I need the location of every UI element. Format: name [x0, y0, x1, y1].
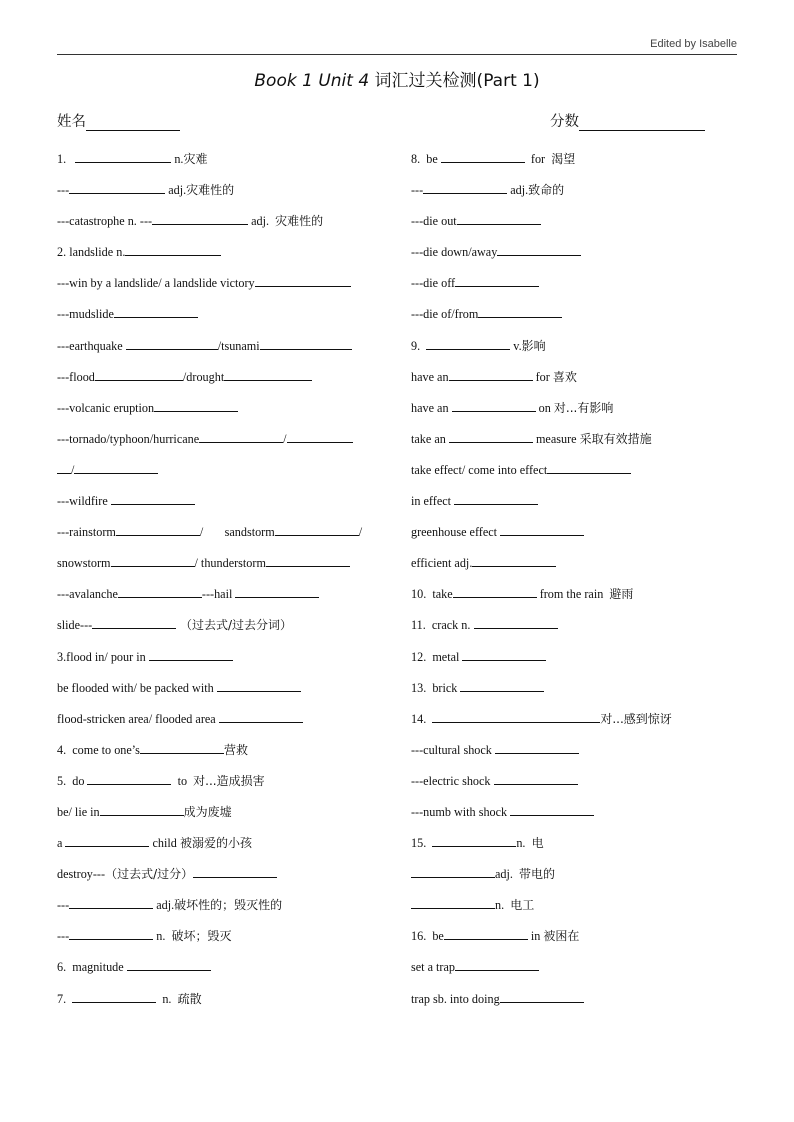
- vocab-line: [57, 984, 392, 1015]
- chinese-meaning: 带电的: [519, 867, 556, 882]
- answer-blank[interactable]: [116, 522, 200, 536]
- answer-blank[interactable]: [57, 460, 71, 474]
- vocab-line: [411, 517, 741, 548]
- title-book: Book 1 Unit 4: [254, 71, 370, 91]
- vocab-text: take an: [411, 431, 449, 446]
- chinese-meaning: 疏散: [177, 991, 202, 1006]
- vocab-text: for: [532, 369, 553, 384]
- vocab-line: [411, 299, 741, 330]
- chinese-meaning: 破坏性的；毁灭性的: [174, 898, 283, 913]
- vocab-line: [57, 486, 392, 517]
- vocab-line: [411, 362, 741, 393]
- vocab-text: n.: [495, 898, 511, 913]
- vocab-text: 11. crack n.: [411, 618, 474, 633]
- name-field[interactable]: [57, 110, 180, 131]
- chinese-meaning: 对...造成损害: [193, 773, 265, 788]
- vocab-line: [57, 331, 392, 362]
- chinese-meaning: （过去式/过去分词）: [176, 618, 293, 633]
- vocab-text: have an: [411, 369, 449, 384]
- chinese-meaning: 营救: [223, 742, 248, 757]
- vocab-line: [57, 890, 392, 921]
- vocab-text: ---hail: [201, 587, 236, 602]
- answer-blank[interactable]: [497, 242, 581, 256]
- vocab-text: slide---: [57, 618, 93, 633]
- vocab-text: child: [149, 836, 180, 851]
- answer-blank[interactable]: [140, 740, 224, 754]
- vocab-text: ---rainstorm: [57, 525, 116, 540]
- vocab-text: 8. be: [411, 152, 441, 166]
- answer-blank[interactable]: [411, 864, 495, 878]
- vocab-line: [411, 735, 741, 766]
- answer-blank[interactable]: [266, 553, 350, 567]
- vocab-line: [411, 579, 741, 610]
- chinese-meaning: 电工: [510, 898, 535, 913]
- answer-blank[interactable]: [441, 149, 525, 163]
- left-column: [57, 144, 392, 1015]
- vocab-line: [57, 921, 392, 952]
- answer-blank[interactable]: [126, 336, 218, 350]
- vocab-line: [411, 642, 741, 673]
- vocab-text: ---: [57, 898, 70, 913]
- vocab-text: ---: [57, 929, 70, 944]
- answer-blank[interactable]: [95, 367, 183, 381]
- chinese-meaning: 被溺爱的小孩: [179, 836, 252, 851]
- answer-blank[interactable]: [494, 771, 578, 785]
- answer-blank[interactable]: [460, 678, 544, 692]
- name-blank[interactable]: [86, 116, 180, 131]
- vocab-line: [57, 735, 392, 766]
- vocab-line: [411, 890, 741, 921]
- vocab-line: [411, 828, 741, 859]
- vocab-line: [411, 548, 741, 579]
- vocab-line: [57, 797, 392, 828]
- chinese-meaning: 成为废墟: [183, 804, 232, 819]
- vocab-text: ---cultural shock: [411, 742, 495, 757]
- vocab-line: [411, 175, 741, 206]
- vocab-text: n.: [171, 152, 184, 166]
- vocab-text: 13. brick: [411, 680, 461, 695]
- answer-blank[interactable]: [193, 864, 277, 878]
- chinese-meaning: （过去式/过分）: [105, 867, 194, 882]
- vocab-text: 12. metal: [411, 649, 463, 664]
- vocab-text: in: [527, 929, 544, 944]
- vocab-line: [411, 797, 741, 828]
- vocab-text: measure: [532, 431, 580, 446]
- vocab-text: ---electric shock: [411, 773, 494, 788]
- vocab-line: [57, 828, 392, 859]
- vocab-line: [411, 984, 741, 1015]
- vocab-text: 15.: [411, 836, 433, 851]
- vocab-text: be flooded with/ be packed with: [57, 680, 217, 695]
- answer-blank[interactable]: [455, 957, 539, 971]
- chinese-meaning: 采取有效措施: [579, 431, 652, 446]
- vocab-text: to: [171, 773, 194, 788]
- answer-blank[interactable]: [152, 211, 248, 225]
- vocab-text: 7.: [57, 991, 73, 1006]
- vocab-text: from the rain: [536, 587, 610, 602]
- header-divider: [57, 54, 737, 55]
- answer-blank[interactable]: [260, 336, 352, 350]
- vocab-text: ---catastrophe n. ---: [57, 214, 153, 229]
- vocab-text: set a trap: [411, 960, 455, 975]
- vocab-line: [411, 486, 741, 517]
- answer-blank[interactable]: [75, 149, 171, 163]
- vocab-text: /drought: [182, 369, 225, 384]
- answer-blank[interactable]: [449, 367, 533, 381]
- answer-blank[interactable]: [478, 304, 562, 318]
- vocab-text: ---volcanic eruption: [57, 400, 155, 415]
- answer-blank[interactable]: [444, 926, 528, 940]
- answer-blank[interactable]: [426, 336, 510, 350]
- vocab-text: adj.: [165, 183, 187, 198]
- answer-blank[interactable]: [127, 957, 211, 971]
- answer-blank[interactable]: [87, 771, 171, 785]
- vocab-text: 3.flood in/ pour in: [57, 649, 149, 664]
- chinese-meaning: 对...感到惊讶: [600, 711, 672, 726]
- answer-blank[interactable]: [457, 211, 541, 225]
- vocab-text: ---flood: [57, 369, 95, 384]
- vocab-line: [411, 206, 741, 237]
- answer-blank[interactable]: [100, 802, 184, 816]
- vocab-text: ---die of/from: [411, 307, 479, 322]
- vocab-line: [57, 579, 392, 610]
- vocab-line: [57, 175, 392, 206]
- chinese-meaning: 灾难: [183, 152, 208, 166]
- chinese-meaning: 灾难性的: [186, 183, 235, 198]
- answer-blank[interactable]: [472, 553, 556, 567]
- chinese-meaning: 电: [531, 836, 544, 851]
- chinese-meaning: 渴望: [551, 152, 576, 166]
- vocab-line: [57, 455, 392, 486]
- vocab-text: trap sb. into doing: [411, 991, 500, 1006]
- answer-blank[interactable]: [454, 491, 538, 505]
- vocab-line: [57, 424, 392, 455]
- vocab-text: / thunderstorm: [194, 556, 266, 571]
- answer-blank[interactable]: [452, 398, 536, 412]
- vocab-line: [411, 268, 741, 299]
- vocab-text: be/ lie in: [57, 804, 100, 819]
- vocab-text: ---die off: [411, 276, 456, 291]
- vocab-text: ---die down/away: [411, 245, 498, 260]
- chinese-meaning: 避雨: [609, 587, 634, 602]
- vocab-text: a: [57, 836, 66, 851]
- vocab-text: /tsunami: [217, 338, 260, 353]
- vocab-line: [57, 393, 392, 424]
- vocab-text: /: [283, 431, 287, 446]
- answer-blank[interactable]: [500, 522, 584, 536]
- vocab-line: [411, 455, 741, 486]
- vocab-line: [411, 424, 741, 455]
- vocab-line: [57, 237, 392, 268]
- vocab-line: [411, 952, 741, 983]
- page-title: [0, 66, 794, 91]
- vocab-text: n.: [156, 991, 178, 1006]
- vocab-text: 2. landslide n.: [57, 245, 126, 260]
- name-label: 姓名: [57, 114, 86, 130]
- answer-blank[interactable]: [462, 647, 546, 661]
- answer-blank[interactable]: [92, 615, 176, 629]
- vocab-line: [411, 673, 741, 704]
- header-editor-text: Edited by Isabelle: [650, 38, 737, 50]
- vocab-text: n.: [153, 929, 172, 944]
- chinese-meaning: 喜欢: [552, 369, 577, 384]
- vocab-text: ---wildfire: [57, 494, 111, 509]
- vocab-line: [411, 859, 741, 890]
- answer-blank[interactable]: [411, 895, 495, 909]
- vocab-text: 6. magnitude: [57, 960, 127, 975]
- chinese-meaning: 灾难性的: [275, 214, 324, 229]
- answer-blank[interactable]: [224, 367, 312, 381]
- vocab-text: on: [535, 400, 554, 415]
- answer-blank[interactable]: [287, 429, 353, 443]
- vocab-text: have an: [411, 400, 452, 415]
- answer-blank[interactable]: [453, 584, 537, 598]
- answer-blank[interactable]: [219, 709, 303, 723]
- chinese-meaning: 破坏；毁灭: [171, 929, 232, 944]
- vocab-text: in effect: [411, 494, 455, 509]
- answer-blank[interactable]: [275, 522, 359, 536]
- vocab-text: greenhouse effect: [411, 525, 501, 540]
- vocab-text: flood-stricken area/ flooded area: [57, 711, 219, 726]
- vocab-text: ---win by a landslide/ a landslide victory: [57, 276, 255, 291]
- vocab-line: [57, 642, 392, 673]
- answer-blank[interactable]: [500, 989, 584, 1003]
- vocab-text: efficient adj.: [411, 556, 473, 571]
- vocab-text: adj.: [248, 214, 276, 229]
- vocab-line: [57, 144, 392, 175]
- vocab-line: [57, 673, 392, 704]
- vocab-line: [57, 268, 392, 299]
- answer-blank[interactable]: [199, 429, 283, 443]
- vocab-line: [411, 704, 741, 735]
- vocab-text: ---avalanche: [57, 587, 118, 602]
- vocab-text: /: [71, 462, 75, 477]
- answer-blank[interactable]: [235, 584, 319, 598]
- right-column: [411, 144, 741, 1015]
- vocab-text: snowstorm: [57, 556, 111, 571]
- answer-blank[interactable]: [65, 833, 149, 847]
- title-rest: 词汇过关检测(Part 1): [369, 71, 540, 91]
- answer-blank[interactable]: [154, 398, 238, 412]
- vocab-text: /: [358, 525, 363, 540]
- vocab-text: take effect/ come into effect: [411, 462, 548, 477]
- chinese-meaning: 被困在: [543, 929, 580, 944]
- answer-blank[interactable]: [455, 273, 539, 287]
- vocab-line: [57, 517, 392, 548]
- vocab-text: ---tornado/typhoon/hurricane: [57, 431, 200, 446]
- vocab-text: / sandstorm: [199, 525, 275, 540]
- vocab-line: [57, 766, 392, 797]
- answer-blank[interactable]: [149, 647, 233, 661]
- vocab-text: ---mudslide: [57, 307, 114, 322]
- score-field[interactable]: [550, 110, 705, 131]
- answer-blank[interactable]: [125, 242, 221, 256]
- vocab-line: [57, 704, 392, 735]
- vocab-line: [411, 331, 741, 362]
- vocab-text: ---: [57, 183, 70, 198]
- answer-blank[interactable]: [69, 180, 165, 194]
- answer-blank[interactable]: [423, 180, 507, 194]
- vocab-line: [57, 362, 392, 393]
- answer-blank[interactable]: [111, 553, 195, 567]
- answer-blank[interactable]: [547, 460, 631, 474]
- vocab-line: [57, 859, 392, 890]
- vocab-text: 5. do: [57, 773, 88, 788]
- vocab-text: 9.: [411, 338, 427, 353]
- score-label: 分数: [550, 114, 579, 130]
- vocab-line: [411, 237, 741, 268]
- vocab-line: [411, 610, 741, 641]
- vocab-line: [411, 766, 741, 797]
- chinese-meaning: 影响: [521, 338, 546, 353]
- answer-blank[interactable]: [69, 926, 153, 940]
- vocab-text: for: [524, 152, 552, 166]
- answer-blank[interactable]: [432, 709, 600, 723]
- vocab-text: destroy---: [57, 867, 106, 882]
- chinese-meaning: 致命的: [528, 183, 565, 198]
- answer-blank[interactable]: [69, 895, 153, 909]
- vocab-line: [57, 206, 392, 237]
- chinese-meaning: 对...有影响: [553, 400, 614, 415]
- vocab-text: adj.: [507, 183, 529, 198]
- vocab-line: [57, 952, 392, 983]
- answer-blank[interactable]: [114, 304, 198, 318]
- vocab-text: n.: [516, 836, 532, 851]
- vocab-text: ---die out: [411, 214, 457, 229]
- vocab-line: [411, 144, 741, 175]
- vocab-text: ---earthquake: [57, 338, 126, 353]
- answer-blank[interactable]: [72, 989, 156, 1003]
- score-blank[interactable]: [579, 116, 705, 131]
- answer-blank[interactable]: [432, 833, 516, 847]
- vocab-text: 16. be: [411, 929, 444, 944]
- answer-blank[interactable]: [118, 584, 202, 598]
- answer-blank[interactable]: [474, 615, 558, 629]
- vocab-text: v.: [510, 338, 522, 353]
- vocab-line: [411, 393, 741, 424]
- answer-blank[interactable]: [255, 273, 351, 287]
- answer-blank[interactable]: [74, 460, 158, 474]
- vocab-text: ---numb with shock: [411, 804, 511, 819]
- vocab-text: ---: [411, 183, 424, 198]
- vocab-line: [57, 610, 392, 641]
- answer-blank[interactable]: [111, 491, 195, 505]
- vocab-text: adj.: [153, 898, 175, 913]
- answer-blank[interactable]: [217, 678, 301, 692]
- vocab-text: 10. take: [411, 587, 453, 602]
- vocab-line: [57, 548, 392, 579]
- answer-blank[interactable]: [449, 429, 533, 443]
- vocab-line: [411, 921, 741, 952]
- vocab-text: 4. come to one’s: [57, 742, 140, 757]
- vocab-text: 14.: [411, 711, 433, 726]
- vocab-line: [57, 299, 392, 330]
- vocab-text: adj.: [495, 867, 520, 882]
- vocab-text: 1.: [57, 152, 76, 166]
- answer-blank[interactable]: [510, 802, 594, 816]
- answer-blank[interactable]: [495, 740, 579, 754]
